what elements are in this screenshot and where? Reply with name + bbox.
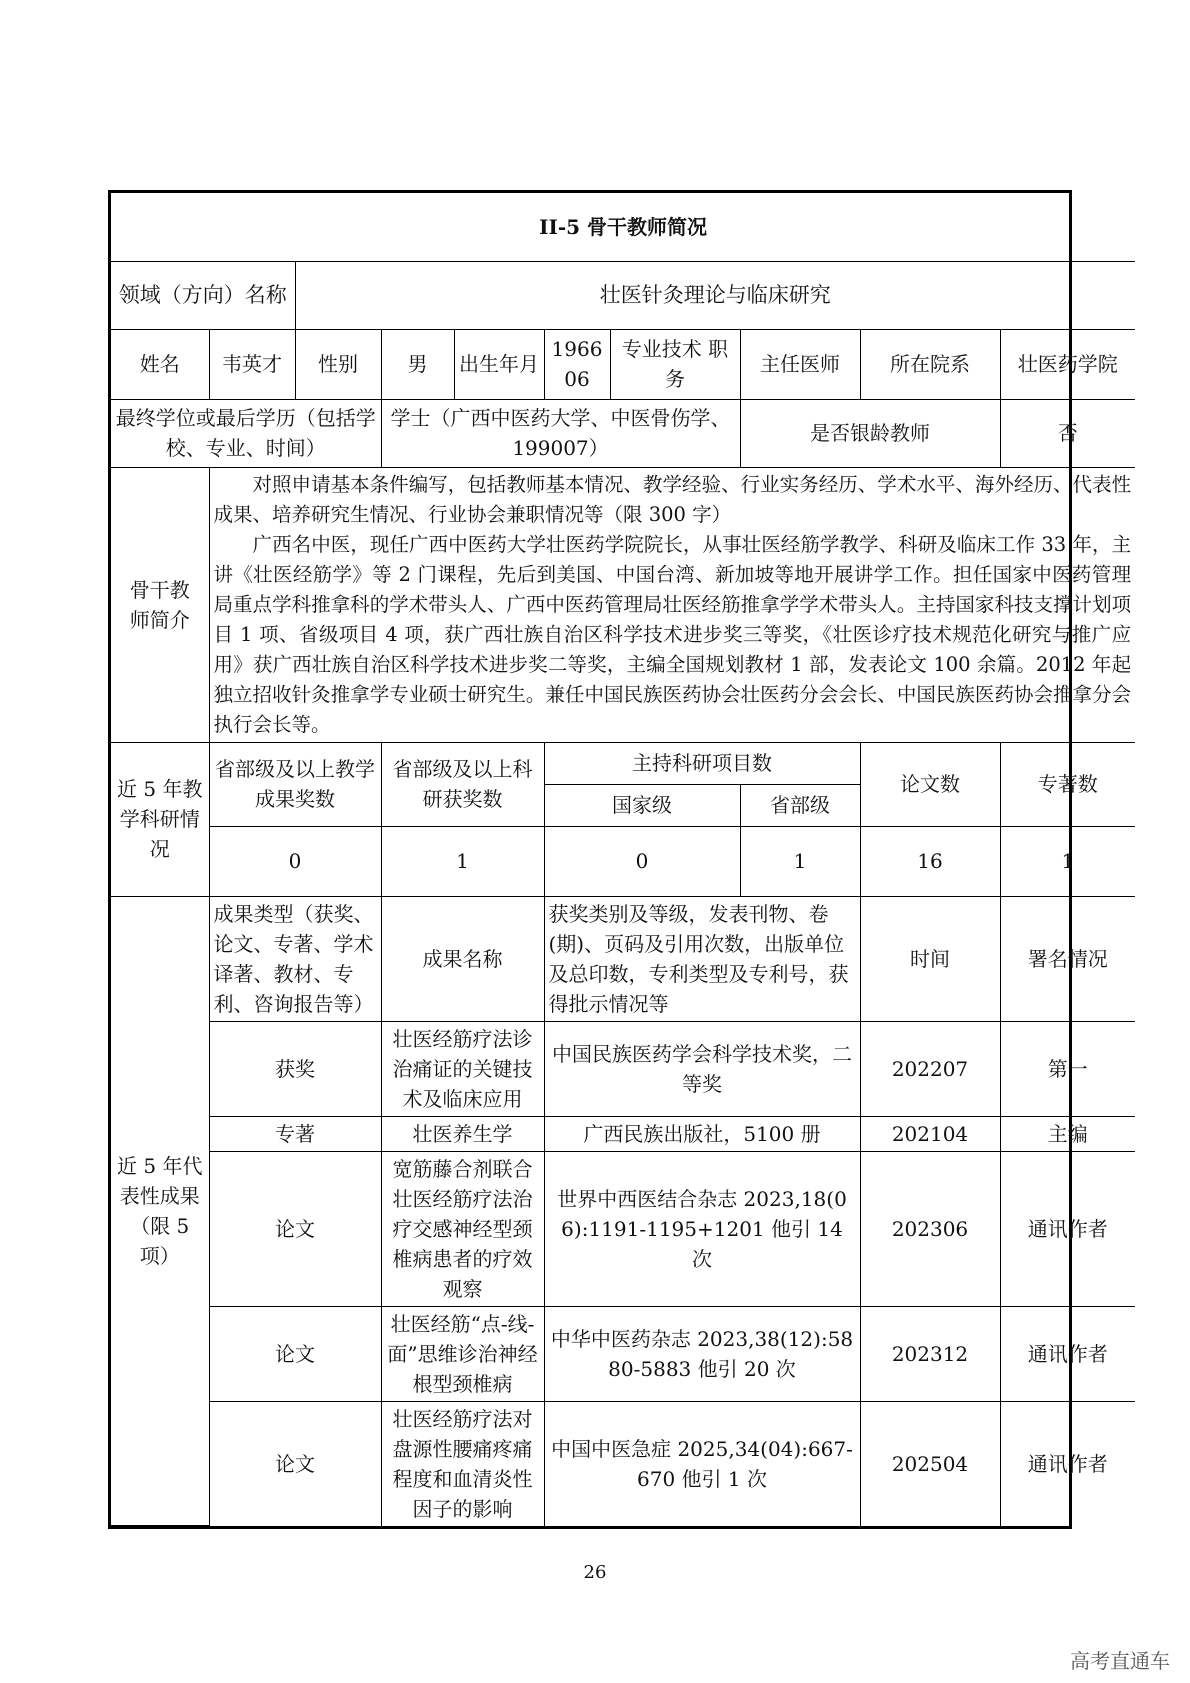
stats-value-research-awards: 1 bbox=[381, 826, 544, 896]
silver-value: 否 bbox=[1000, 399, 1135, 467]
stats-value-national: 0 bbox=[544, 826, 740, 896]
birth-value: 1966 06 bbox=[544, 329, 610, 399]
ach-detail: 世界中西医结合杂志 2023,18(06):1191-1195+1201 他引 14 次 bbox=[544, 1151, 860, 1306]
table-row bbox=[111, 1151, 1135, 1306]
ach-time: 202104 bbox=[860, 1116, 1000, 1151]
ach-name: 壮医经筋疗法对盘源性腰痛疼痛程度和血清炎性因子的影响 bbox=[381, 1401, 544, 1526]
ach-name: 宽筋藤合剂联合壮医经筋疗法治疗交感神经型颈椎病患者的疗效观察 bbox=[381, 1151, 544, 1306]
ach-sign: 通讯作者 bbox=[1000, 1306, 1135, 1401]
bio-instruction: 对照申请基本条件编写，包括教师基本情况、教学经验、行业实务经历、学术水平、海外经历、代表性成果、培养研究生情况、行业协会兼职情况等（限 300 字） bbox=[213, 472, 1132, 526]
bio-label: 骨干教师简介 bbox=[111, 467, 209, 742]
profile-table bbox=[111, 193, 1135, 1526]
ach-time: 202207 bbox=[860, 1021, 1000, 1116]
stats-header-research-awards: 省部级及以上科研获奖数 bbox=[381, 742, 544, 826]
silver-label: 是否银龄教师 bbox=[740, 399, 1000, 467]
table-row bbox=[111, 1021, 1135, 1116]
bio-content bbox=[209, 467, 1135, 742]
stats-value-teach-awards: 0 bbox=[209, 826, 381, 896]
field-label: 领域（方向）名称 bbox=[111, 261, 295, 329]
ach-sign: 通讯作者 bbox=[1000, 1401, 1135, 1526]
dept-value: 壮医药学院 bbox=[1000, 329, 1135, 399]
stats-header-teach-awards: 省部级及以上教学成果奖数 bbox=[209, 742, 381, 826]
section-title: II-5 骨干教师简况 bbox=[111, 193, 1135, 261]
ach-time: 202312 bbox=[860, 1306, 1000, 1401]
ach-name: 壮医养生学 bbox=[381, 1116, 544, 1151]
stats-header-national: 国家级 bbox=[544, 784, 740, 826]
ach-header-sign: 署名情况 bbox=[1000, 896, 1135, 1021]
degree-label: 最终学位或最后学历（包括学校、专业、时间） bbox=[111, 399, 381, 467]
stats-header-papers: 论文数 bbox=[860, 742, 1000, 826]
table-row bbox=[111, 1306, 1135, 1401]
gender-value: 男 bbox=[381, 329, 454, 399]
ach-name: 壮医经筋“点-线-面”思维诊治神经根型颈椎病 bbox=[381, 1306, 544, 1401]
ach-header-time: 时间 bbox=[860, 896, 1000, 1021]
page-number: 26 bbox=[583, 1562, 607, 1583]
ach-time: 202504 bbox=[860, 1401, 1000, 1526]
ach-detail: 中华中医药杂志 2023,38(12):5880-5883 他引 20 次 bbox=[544, 1306, 860, 1401]
ach-name: 壮医经筋疗法诊治痛证的关键技术及临床应用 bbox=[381, 1021, 544, 1116]
birth-label: 出生年月 bbox=[454, 329, 544, 399]
achievements-label: 近 5 年代表性成果（限 5 项） bbox=[111, 896, 209, 1526]
ach-type: 获奖 bbox=[209, 1021, 381, 1116]
ach-type: 论文 bbox=[209, 1306, 381, 1401]
ach-sign: 通讯作者 bbox=[1000, 1151, 1135, 1306]
ach-time: 202306 bbox=[860, 1151, 1000, 1306]
stats-label: 近 5 年教学科研情况 bbox=[111, 742, 209, 896]
field-value: 壮医针灸理论与临床研究 bbox=[295, 261, 1135, 329]
ach-detail: 广西民族出版社，5100 册 bbox=[544, 1116, 860, 1151]
teacher-profile-form bbox=[108, 190, 1132, 1529]
name-value: 韦英才 bbox=[209, 329, 295, 399]
ach-type: 论文 bbox=[209, 1401, 381, 1526]
stats-value-papers: 16 bbox=[860, 826, 1000, 896]
ach-sign: 第一 bbox=[1000, 1021, 1135, 1116]
title-label: 专业技术 职 务 bbox=[610, 329, 740, 399]
bio-text: 广西名中医，现任广西中医药大学壮医药学院院长，从事壮医经筋学教学、科研及临床工作 33 年，主讲《壮医经筋学》等 2 门课程，先后到美国、中国台湾、新加坡等地开展讲学工作。担任国家中医药管理局重点学科推拿科的学术带头人、广西中医药管理局壮医经筋推拿学学术带头人。主持国家科技支撑计划项目 1 项、省级项目 4 项，获广西壮族自治区科学技术进步奖三等奖，《壮医诊疗技术规范化研究与推广应用》获广西壮族自治区科学技术进步奖二等奖，主编全国规划教材 1 部，发表论文 100 余篇。2012 年起独立招收针灸推拿学专业硕士研究生。兼任中国民族医药协会壮医药分会会长、中国民族医药协会推拿分会执行会长等。 bbox=[213, 532, 1132, 736]
stats-header-books: 专著数 bbox=[1000, 742, 1135, 826]
ach-header-name: 成果名称 bbox=[381, 896, 544, 1021]
ach-type: 论文 bbox=[209, 1151, 381, 1306]
table-row bbox=[111, 1401, 1135, 1526]
ach-header-detail: 获奖类别及等级，发表刊物、卷(期)、页码及引用次数，出版单位及总印数，专利类型及专利号，获得批示情况等 bbox=[544, 896, 860, 1021]
gender-label: 性别 bbox=[295, 329, 381, 399]
degree-value: 学士（广西中医药大学、中医骨伤学、199007） bbox=[381, 399, 740, 467]
ach-type: 专著 bbox=[209, 1116, 381, 1151]
ach-sign: 主编 bbox=[1000, 1116, 1135, 1151]
table-row bbox=[111, 1116, 1135, 1151]
ach-detail: 中国中医急症 2025,34(04):667-670 他引 1 次 bbox=[544, 1401, 860, 1526]
stats-value-provincial: 1 bbox=[740, 826, 860, 896]
stats-header-provincial: 省部级 bbox=[740, 784, 860, 826]
ach-header-type: 成果类型（获奖、论文、专著、学术译著、教材、专利、咨询报告等） bbox=[209, 896, 381, 1021]
stats-header-projects: 主持科研项目数 bbox=[544, 742, 860, 784]
watermark: 高考直通车 bbox=[1070, 1649, 1170, 1673]
name-label: 姓名 bbox=[111, 329, 209, 399]
dept-label: 所在院系 bbox=[860, 329, 1000, 399]
title-value: 主任医师 bbox=[740, 329, 860, 399]
ach-detail: 中国民族医药学会科学技术奖，二等奖 bbox=[544, 1021, 860, 1116]
stats-value-books: 1 bbox=[1000, 826, 1135, 896]
